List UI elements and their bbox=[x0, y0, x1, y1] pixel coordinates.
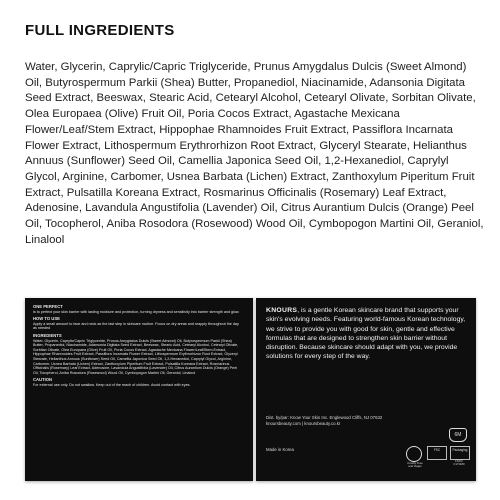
fsc-packaging-badge: Packaging bbox=[450, 446, 470, 460]
box-left-text bbox=[33, 302, 243, 388]
box-panel-left bbox=[25, 298, 253, 481]
how-to-use-heading: HOW TO USE bbox=[33, 316, 60, 322]
page-title: FULL INGREDIENTS bbox=[25, 22, 175, 39]
fsc-logo-icon: FSC bbox=[427, 446, 447, 460]
brand-name: KNOURS bbox=[266, 307, 298, 314]
brand-description bbox=[266, 306, 466, 362]
cruelty-free-label: Cruelty Free and Vegan bbox=[407, 461, 423, 469]
ingredients-list: Water, Glycerin, Caprylic/Capric Triglyceride, Prunus Amygdalus Dulcis (Sweet Almond) Oil, Butyrospermum Parkii (Shea) Butter, Propanediol, Niacinamide, Adansonia Digitata Seed Extract, Beeswax, Stearic Acid, Cetearyl Alcohol, Cetearyl Olivate, Sorbitan Olivate, Olea Europaea (Olive) Fruit Oil, Poria Cocos Extract, Agastache Mexicana Flower/Leaf/Stem Extract, Hippophae Rhamnoides Fruit Extract, Passiflora Incarnata Flower Extract, Lithospermum Erythrorhizon Root Extract, Glyceryl Stearate, Helianthus Annuus (Sunflower) Seed Oil, Camellia Japonica Seed Oil, 1,2-Hexanediol, Caprylyl Glycol, Arginine, Carbomer, Usnea Barbata (Lichen) Extract, Zanthoxylum Piperitum Fruit Extract, Pulsatilla Koreana Extract, Rosmarinus Officinalis (Rosemary) Leaf Extract, Adenosine, Lavandula Angustifolia (Lavender) Oil, Citrus Aurantium Dulcis (Orange) Peel Oil, Tocopherol, Aniba Rosodora (Rosewood) Wood Oil, Cymbopogon Martini Oil, Geraniol, Linalool bbox=[25, 61, 484, 246]
product-description: is to perfect your skin barrier with lasting moisture and protection, turning dryness and sensitivity into barrier strength and glow. bbox=[33, 309, 240, 314]
box-panel-right bbox=[256, 298, 476, 481]
pao-jar-icon: 6M bbox=[449, 428, 467, 442]
made-in-label: Made in Korea bbox=[266, 447, 294, 452]
box-ingredients-heading: INGREDIENTS bbox=[33, 332, 62, 338]
leaping-bunny-icon bbox=[406, 446, 422, 462]
product-name: ONE PERFECT bbox=[33, 304, 63, 309]
box-ingredients-text: Water, Glycerin, Caprylic/Capric Triglyceride, Prunus Amygdalus Dulcis (Sweet Almond) Oil, Butyrospermum Parkii (Shea) Butter, Propanediol, Niacinamide, Adansonia Digitata Seed Extract, Beeswax, Stearic Acid, Cetearyl Alcohol, Cetearyl Olivate, Sorbitan Olivate, Olea Europaea (Olive) Fruit Oil, Poria Cocos Extract, Agastache Mexicana Flower/Leaf/Stem Extract, Hippophae Rhamnoides Fruit Extract, Passiflora Incarnata Flower Extract, Lithospermum Erythrorhizon Root Extract, Glyceryl Stearate, Helianthus Annuus (Sunflower) Seed Oil, Camellia Japonica Seed Oil, 1,2-Hexanediol, Caprylyl Glycol, Arginine, Carbomer, Usnea Barbata (Lichen) Extract, Zanthoxylum Piperitum Fruit Extract, Pulsatilla Koreana Extract, Rosmarinus Officinalis (Rosemary) Leaf Extract, Adenosine, Lavandula Angustifolia (Lavender) Oil, Citrus Aurantium Dulcis (Orange) Peel Oil, Tocopherol, Aniba Rosodora (Rosewood) Wood Oil, Cymbopogon Martini Oil, Geraniol, Linalool bbox=[33, 338, 239, 375]
fsc-code: FSC® C171183 bbox=[453, 459, 465, 467]
brand-text: , is a gentle Korean skincare brand that supports your skin's evolving needs. Featuring world-famous Korean technology, we strive to provide you with good for skin, gentle and effective formulas that are designed to strengthen skin barrier without disruption. Because skincare should adapt with you, we provide solutions for every step of the way. bbox=[266, 307, 466, 361]
certification-badges bbox=[406, 446, 470, 469]
how-to-use-text: Apply a small amount to face and neck as the last step in skincare routine. Focus on dry areas and reapply throughout the day as needed bbox=[33, 321, 239, 331]
caution-text: For external use only. Do not swallow. Keep out of the reach of children. Avoid contact with eyes. bbox=[33, 382, 191, 387]
distributor-info: Dist. by/par: Know Your Skin Inc. Englewood Cliffs, NJ 07632 knoursbeauty.com | knoursbeauty.co.kr bbox=[266, 415, 383, 426]
caution-heading: CAUTION bbox=[33, 377, 53, 383]
